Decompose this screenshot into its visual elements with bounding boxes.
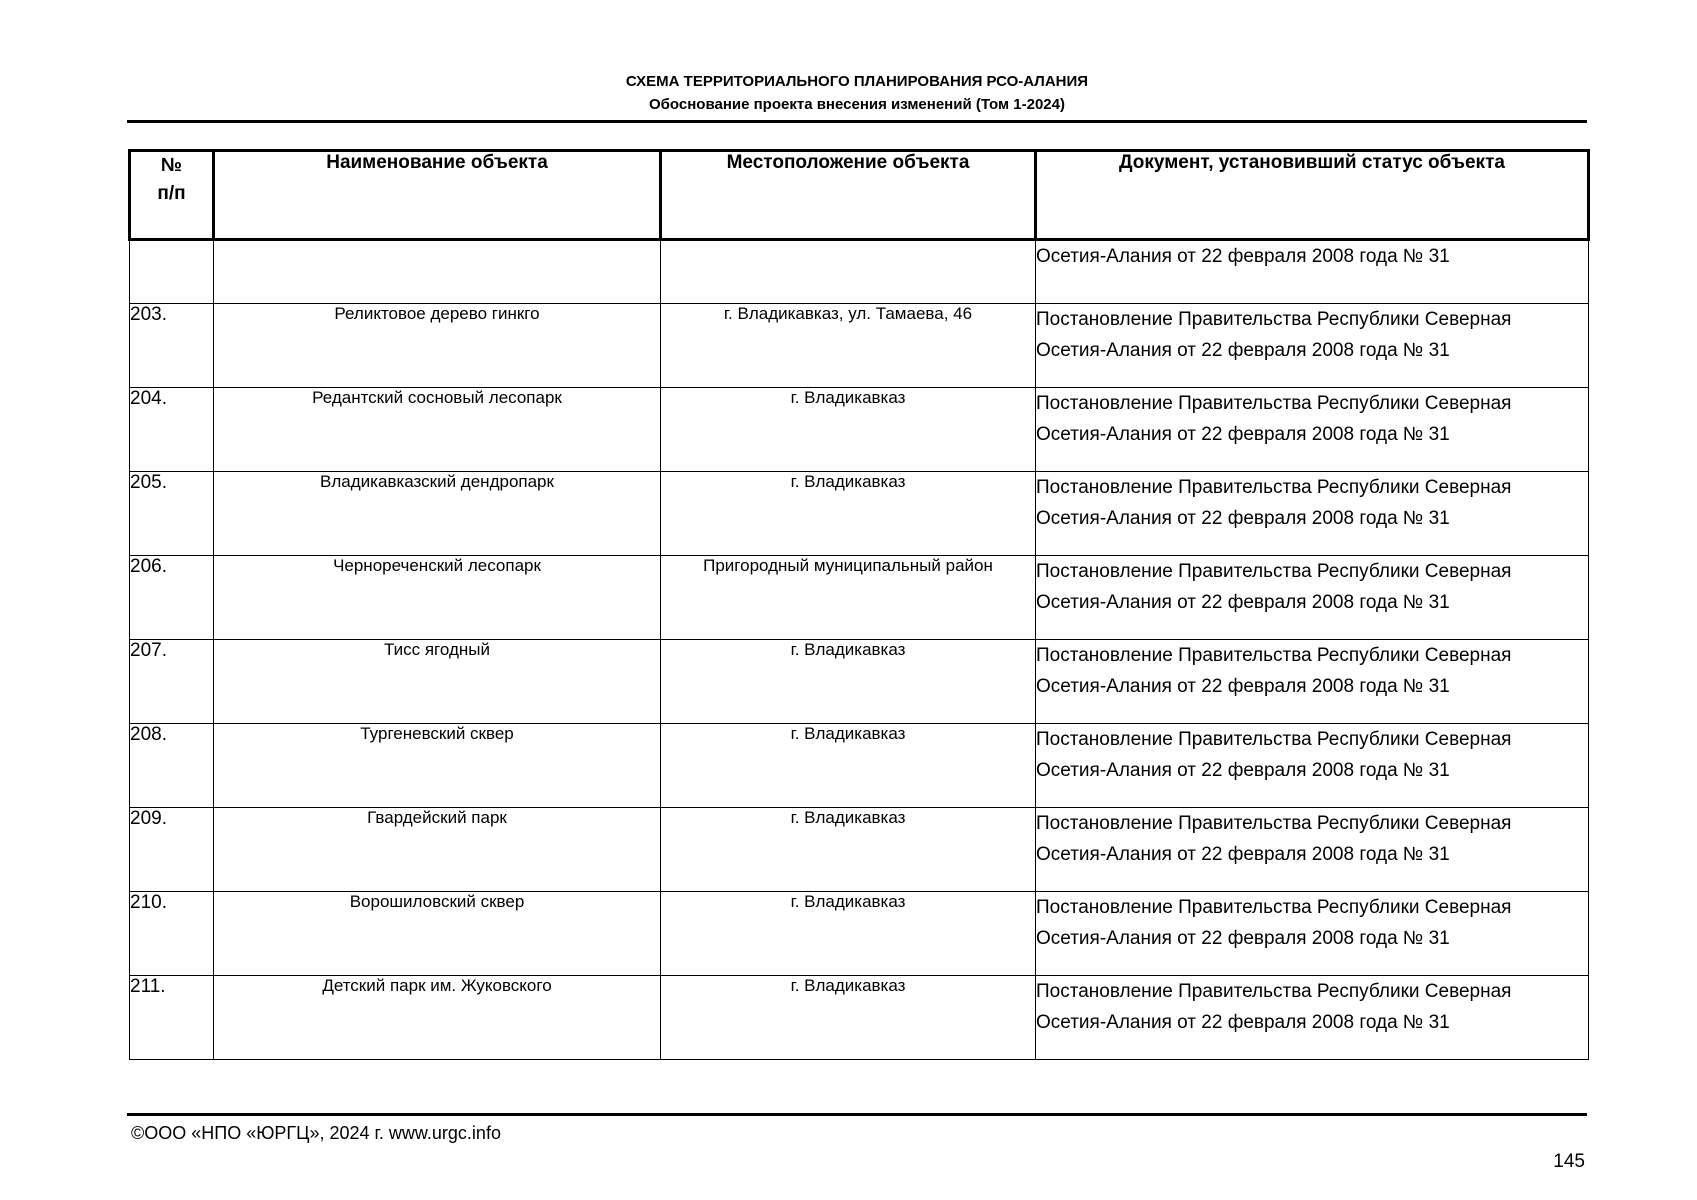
page-number: 145	[1553, 1151, 1585, 1172]
cell-name: Владикавказский дендропарк	[214, 472, 661, 556]
column-header-number	[130, 151, 214, 240]
table-row	[130, 640, 1589, 724]
cell-location	[661, 240, 1036, 304]
cell-number: 204.	[130, 388, 214, 472]
cell-number: 208.	[130, 724, 214, 808]
cell-document-line-2: Осетия-Алания от 22 февраля 2008 года № 31	[1036, 844, 1450, 865]
cell-number: 211.	[130, 976, 214, 1060]
cell-number: 209.	[130, 808, 214, 892]
column-header-number-sign: №	[160, 155, 183, 176]
cell-location: г. Владикавказ	[661, 640, 1036, 724]
cell-name: Детский парк им. Жуковского	[214, 976, 661, 1060]
document-header	[128, 70, 1586, 116]
cell-document-line-2: Осетия-Алания от 22 февраля 2008 года № 31	[1036, 760, 1450, 781]
cell-document-line-2: Осетия-Алания от 22 февраля 2008 года № 31	[1036, 676, 1450, 697]
cell-document	[1036, 304, 1589, 388]
cell-location: г. Владикавказ	[661, 976, 1036, 1060]
cell-number: 207.	[130, 640, 214, 724]
cell-name: Реликтовое дерево гинкго	[214, 304, 661, 388]
cell-location: г. Владикавказ, ул. Тамаева, 46	[661, 304, 1036, 388]
table-row	[130, 472, 1589, 556]
cell-number: 205.	[130, 472, 214, 556]
cell-document-line-1: Постановление Правительства Республики Северная	[1036, 561, 1512, 582]
footer-divider	[127, 1113, 1587, 1116]
objects-table	[128, 149, 1590, 1060]
cell-location: Пригородный муниципальный район	[661, 556, 1036, 640]
cell-number: 210.	[130, 892, 214, 976]
cell-document-line: Осетия-Алания от 22 февраля 2008 года № 31	[1036, 246, 1450, 267]
cell-name: Гвардейский парк	[214, 808, 661, 892]
cell-document	[1036, 640, 1589, 724]
cell-document	[1036, 240, 1589, 304]
cell-document-line-1: Постановление Правительства Республики Северная	[1036, 477, 1512, 498]
table-row	[130, 556, 1589, 640]
cell-name: Тисс ягодный	[214, 640, 661, 724]
cell-document-line-2: Осетия-Алания от 22 февраля 2008 года № 31	[1036, 1012, 1450, 1033]
cell-document-line-2: Осетия-Алания от 22 февраля 2008 года № 31	[1036, 928, 1450, 949]
table-header-row	[130, 151, 1589, 240]
cell-document-line-1: Постановление Правительства Республики Северная	[1036, 309, 1512, 330]
cell-document-line-2: Осетия-Алания от 22 февраля 2008 года № 31	[1036, 340, 1450, 361]
cell-document	[1036, 976, 1589, 1060]
cell-name: Редантский сосновый лесопарк	[214, 388, 661, 472]
column-header-name: Наименование объекта	[214, 151, 661, 240]
table-row	[130, 976, 1589, 1060]
cell-document	[1036, 724, 1589, 808]
header-subtitle: Обоснование проекта внесения изменений (Том 1-2024)	[649, 96, 1065, 113]
cell-name: Ворошиловский сквер	[214, 892, 661, 976]
column-header-number-pp: п/п	[157, 183, 186, 204]
cell-document-line-1: Постановление Правительства Республики Северная	[1036, 897, 1512, 918]
cell-location: г. Владикавказ	[661, 724, 1036, 808]
cell-number: 203.	[130, 304, 214, 388]
cell-location: г. Владикавказ	[661, 892, 1036, 976]
cell-document-line-1: Постановление Правительства Республики Северная	[1036, 729, 1512, 750]
cell-location: г. Владикавказ	[661, 472, 1036, 556]
header-divider	[127, 120, 1587, 123]
cell-document-line-2: Осетия-Алания от 22 февраля 2008 года № 31	[1036, 592, 1450, 613]
cell-document	[1036, 808, 1589, 892]
cell-document-line-1: Постановление Правительства Республики Северная	[1036, 393, 1512, 414]
cell-name: Тургеневский сквер	[214, 724, 661, 808]
cell-number	[130, 240, 214, 304]
cell-document-line-2: Осетия-Алания от 22 февраля 2008 года № 31	[1036, 424, 1450, 445]
cell-name	[214, 240, 661, 304]
cell-document-line-1: Постановление Правительства Республики Северная	[1036, 645, 1512, 666]
cell-document-line-2: Осетия-Алания от 22 февраля 2008 года № 31	[1036, 508, 1450, 529]
table-row	[130, 808, 1589, 892]
column-header-location: Местоположение объекта	[661, 151, 1036, 240]
table-row	[130, 388, 1589, 472]
footer-copyright: ©ООО «НПО «ЮРГЦ», 2024 г. www.urgc.info	[131, 1123, 501, 1143]
table-row	[130, 304, 1589, 388]
cell-document	[1036, 556, 1589, 640]
column-header-document: Документ, установивший статус объекта	[1036, 151, 1589, 240]
cell-document	[1036, 892, 1589, 976]
header-title: СХЕМА ТЕРРИТОРИАЛЬНОГО ПЛАНИРОВАНИЯ РСО-АЛАНИЯ	[625, 73, 1089, 90]
cell-document-line-1: Постановление Правительства Республики Северная	[1036, 813, 1512, 834]
cell-name: Чернореченский лесопарк	[214, 556, 661, 640]
cell-number: 206.	[130, 556, 214, 640]
cell-document	[1036, 472, 1589, 556]
table-row	[130, 724, 1589, 808]
table-row-continuation	[130, 240, 1589, 304]
cell-document-line-1: Постановление Правительства Республики Северная	[1036, 981, 1512, 1002]
table-row	[130, 892, 1589, 976]
cell-location: г. Владикавказ	[661, 388, 1036, 472]
cell-document	[1036, 388, 1589, 472]
cell-location: г. Владикавказ	[661, 808, 1036, 892]
